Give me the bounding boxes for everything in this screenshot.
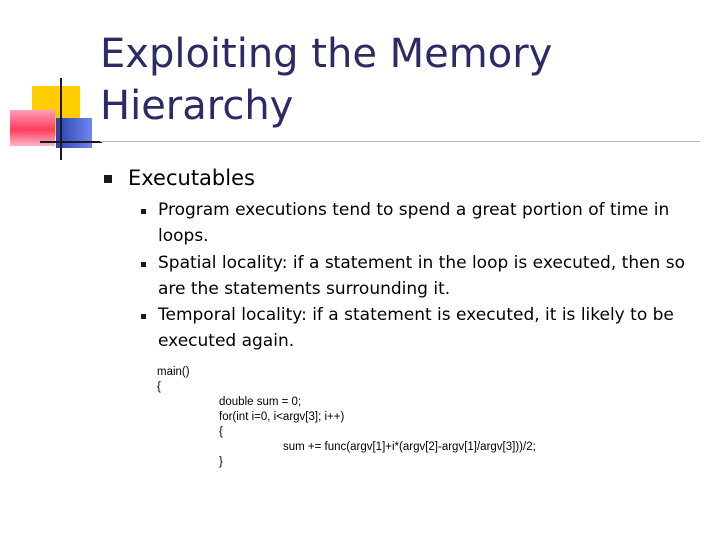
sub-bullet-temporal-locality: Temporal locality: if a statement is executed, it is likely to be executed again. [158, 305, 674, 351]
code-line: { [219, 426, 223, 438]
code-line: } [219, 456, 223, 468]
code-line: { [157, 381, 161, 393]
sub-bullet-square-icon [141, 262, 146, 267]
sub-bullet-spatial-locality: Spatial locality: if a statement in the loop is executed, then so are the statements surrounding it. [158, 253, 685, 299]
bullet-square-icon [104, 175, 112, 183]
logo-horizontal-line [40, 141, 102, 143]
sub-bullet-square-icon [141, 209, 146, 214]
code-line: sum += func(argv[1]+i*(argv[2]-argv[1]/argv[3]))/2; [283, 441, 536, 453]
title-underline [100, 141, 700, 142]
code-line: double sum = 0; [219, 396, 302, 408]
sub-bullet-loops: Program executions tend to spend a great portion of time in loops. [158, 200, 670, 246]
slide-title: Exploiting the Memory Hierarchy [100, 31, 553, 129]
code-line: for(int i=0, i<argv[3]; i++) [219, 411, 345, 423]
code-line: main() [157, 366, 190, 378]
bullet-executables: Executables [128, 166, 255, 190]
logo-vertical-line [60, 78, 62, 160]
sub-bullet-square-icon [141, 314, 146, 319]
